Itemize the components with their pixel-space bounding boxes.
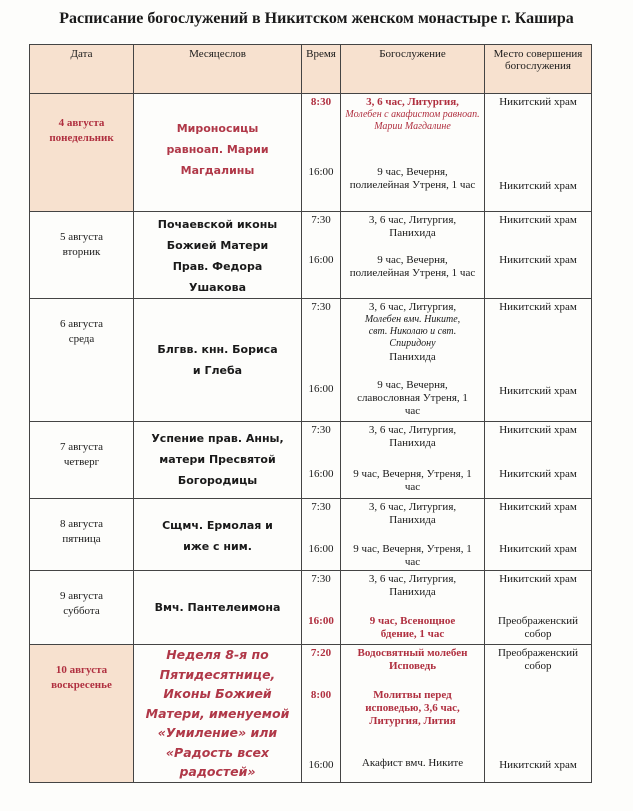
- place: Никитский храм: [499, 254, 577, 266]
- saint-cell: [134, 499, 302, 571]
- time: 16:00: [308, 166, 334, 178]
- time-cell: [302, 94, 341, 212]
- table-row: [30, 212, 592, 299]
- date-cell: [30, 645, 134, 783]
- service: 3, 6 час, Литургия, Панихида: [368, 501, 457, 526]
- place: Никитский храм: [499, 759, 577, 771]
- service-cell: [341, 299, 485, 422]
- service: 3, 6 час, Литургия, Панихида: [368, 424, 457, 449]
- time: 7:20: [310, 647, 332, 659]
- saint-name: Почаевской иконы Божией Матери Прав. Федора Ушакова: [157, 218, 278, 294]
- time-cell: [302, 299, 341, 422]
- place-cell: [485, 299, 592, 422]
- date-cell: [30, 571, 134, 645]
- date-cell: [30, 94, 134, 212]
- place: Преображенский собор: [497, 647, 579, 672]
- time-cell: [302, 499, 341, 571]
- saint-name: Успение прав. Анны, матери Пресвятой Богородицы: [151, 432, 284, 487]
- saint-cell: [134, 422, 302, 499]
- date: 8 августа: [59, 518, 104, 530]
- time-cell: [302, 645, 341, 783]
- time: 7:30: [311, 424, 331, 436]
- time-cell: [302, 422, 341, 499]
- time: 7:30: [311, 501, 331, 513]
- service: 9 час, Вечерня, полиелейная Утреня, 1 час: [349, 166, 476, 191]
- place: Никитский храм: [499, 385, 577, 397]
- time: 7:30: [311, 301, 331, 313]
- saint-cell: [134, 212, 302, 299]
- place: Никитский храм: [499, 96, 577, 108]
- service-cell: [341, 645, 485, 783]
- header-service: Богослужение: [341, 45, 485, 94]
- place: Никитский храм: [499, 501, 577, 513]
- date: 5 августа: [59, 231, 104, 243]
- service: 9 час, Всенощное бдение, 1 час: [369, 615, 456, 640]
- time-cell: [302, 212, 341, 299]
- table-row: [30, 571, 592, 645]
- saint-cell: [134, 299, 302, 422]
- place-cell: [485, 645, 592, 783]
- saint-cell: [134, 645, 302, 783]
- date: 10 августа: [55, 664, 108, 676]
- service: Акафист вмч. Никите: [361, 757, 464, 769]
- time: 7:30: [311, 573, 331, 585]
- weekday: вторник: [62, 246, 101, 258]
- weekday: воскресенье: [51, 679, 112, 691]
- place: Никитский храм: [499, 543, 577, 555]
- date: 7 августа: [59, 441, 104, 453]
- date-cell: [30, 212, 134, 299]
- table-row: [30, 422, 592, 499]
- weekday: четверг: [63, 456, 100, 468]
- header-row: [30, 45, 592, 94]
- time: 16:00: [308, 254, 334, 266]
- weekday: понедельник: [49, 132, 114, 144]
- service: Молитвы перед исповедью, 3,6 час, Литургия, Лития: [365, 689, 460, 727]
- place-cell: [485, 571, 592, 645]
- saint-name: Вмч. Пантелеимона: [154, 601, 281, 614]
- header-time: Время: [302, 45, 341, 94]
- time: 16:00: [308, 543, 334, 555]
- place: Преображенский собор: [497, 615, 579, 640]
- place: Никитский храм: [499, 424, 577, 436]
- header-saint: Месяцеслов: [134, 45, 302, 94]
- time-cell: [302, 571, 341, 645]
- place-cell: [485, 94, 592, 212]
- service-cell: [341, 422, 485, 499]
- date: 9 августа: [59, 590, 104, 602]
- service: Водосвятный молебен Исповедь: [357, 647, 468, 672]
- service-cell: [341, 571, 485, 645]
- date-cell: [30, 422, 134, 499]
- service: 3, 6 час, Литургия,: [366, 96, 459, 108]
- saint-name: Неделя 8-я по Пятидесятнице, Иконы Божией Матери, именуемой «Умиление» или «Радость всех радостей»: [145, 647, 290, 779]
- service-cell: [341, 94, 485, 212]
- service: 9 час, Вечерня, Утреня, 1 час: [353, 468, 472, 493]
- place-cell: [485, 422, 592, 499]
- service-cell: [341, 212, 485, 299]
- time: 7:30: [311, 214, 331, 226]
- schedule-table: [29, 44, 592, 783]
- place: Никитский храм: [499, 301, 577, 313]
- place: Никитский храм: [499, 468, 577, 480]
- date-cell: [30, 499, 134, 571]
- header-date: Дата: [30, 45, 134, 94]
- time: 8:30: [310, 96, 332, 108]
- service: 9 час, Вечерня, Утреня, 1 час: [353, 543, 472, 568]
- weekday: суббота: [63, 605, 100, 617]
- page-title: Расписание богослужений в Никитском женском монастыре г. Кашира: [59, 10, 574, 27]
- service: Панихида: [389, 351, 436, 363]
- weekday: среда: [68, 333, 95, 345]
- date-cell: [30, 299, 134, 422]
- time: 16:00: [308, 468, 334, 480]
- place: Никитский храм: [499, 214, 577, 226]
- service: 9 час, Вечерня, славословная Утреня, 1 час: [357, 379, 468, 417]
- place: Никитский храм: [499, 180, 577, 192]
- date: 6 августа: [59, 318, 104, 330]
- time: 16:00: [308, 615, 334, 627]
- service: 3, 6 час, Литургия, Панихида: [368, 214, 457, 239]
- service: 9 час, Вечерня, полиелейная Утреня, 1 час: [349, 254, 476, 279]
- date: 4 августа: [58, 117, 105, 129]
- service-note: Молебен с акафистом равноап. Марии Магдалине: [345, 109, 480, 132]
- saint-name: Блгвв. кнн. Бориса и Глеба: [157, 343, 278, 377]
- time: 16:00: [308, 383, 334, 395]
- table-row: [30, 299, 592, 422]
- saint-cell: [134, 94, 302, 212]
- table-row: [30, 94, 592, 212]
- saint-name: Мироносицы равноап. Марии Магдалины: [166, 122, 269, 177]
- service: 3, 6 час, Литургия, Панихида: [368, 573, 457, 598]
- saint-name: Сщмч. Ермолая и иже с ним.: [162, 519, 273, 553]
- service-note: Молебен вмч. Никите, свт. Николаю и свт. Спиридону: [364, 314, 461, 349]
- place: Никитский храм: [499, 573, 577, 585]
- time: 16:00: [308, 759, 334, 771]
- service: 3, 6 час, Литургия,: [368, 301, 457, 313]
- table-row: [30, 645, 592, 783]
- table-row: [30, 499, 592, 571]
- place-cell: [485, 499, 592, 571]
- weekday: пятница: [62, 533, 101, 545]
- time: 8:00: [310, 689, 332, 701]
- saint-cell: [134, 571, 302, 645]
- header-place: Место совершения богослужения: [485, 45, 592, 94]
- service-cell: [341, 499, 485, 571]
- place-cell: [485, 212, 592, 299]
